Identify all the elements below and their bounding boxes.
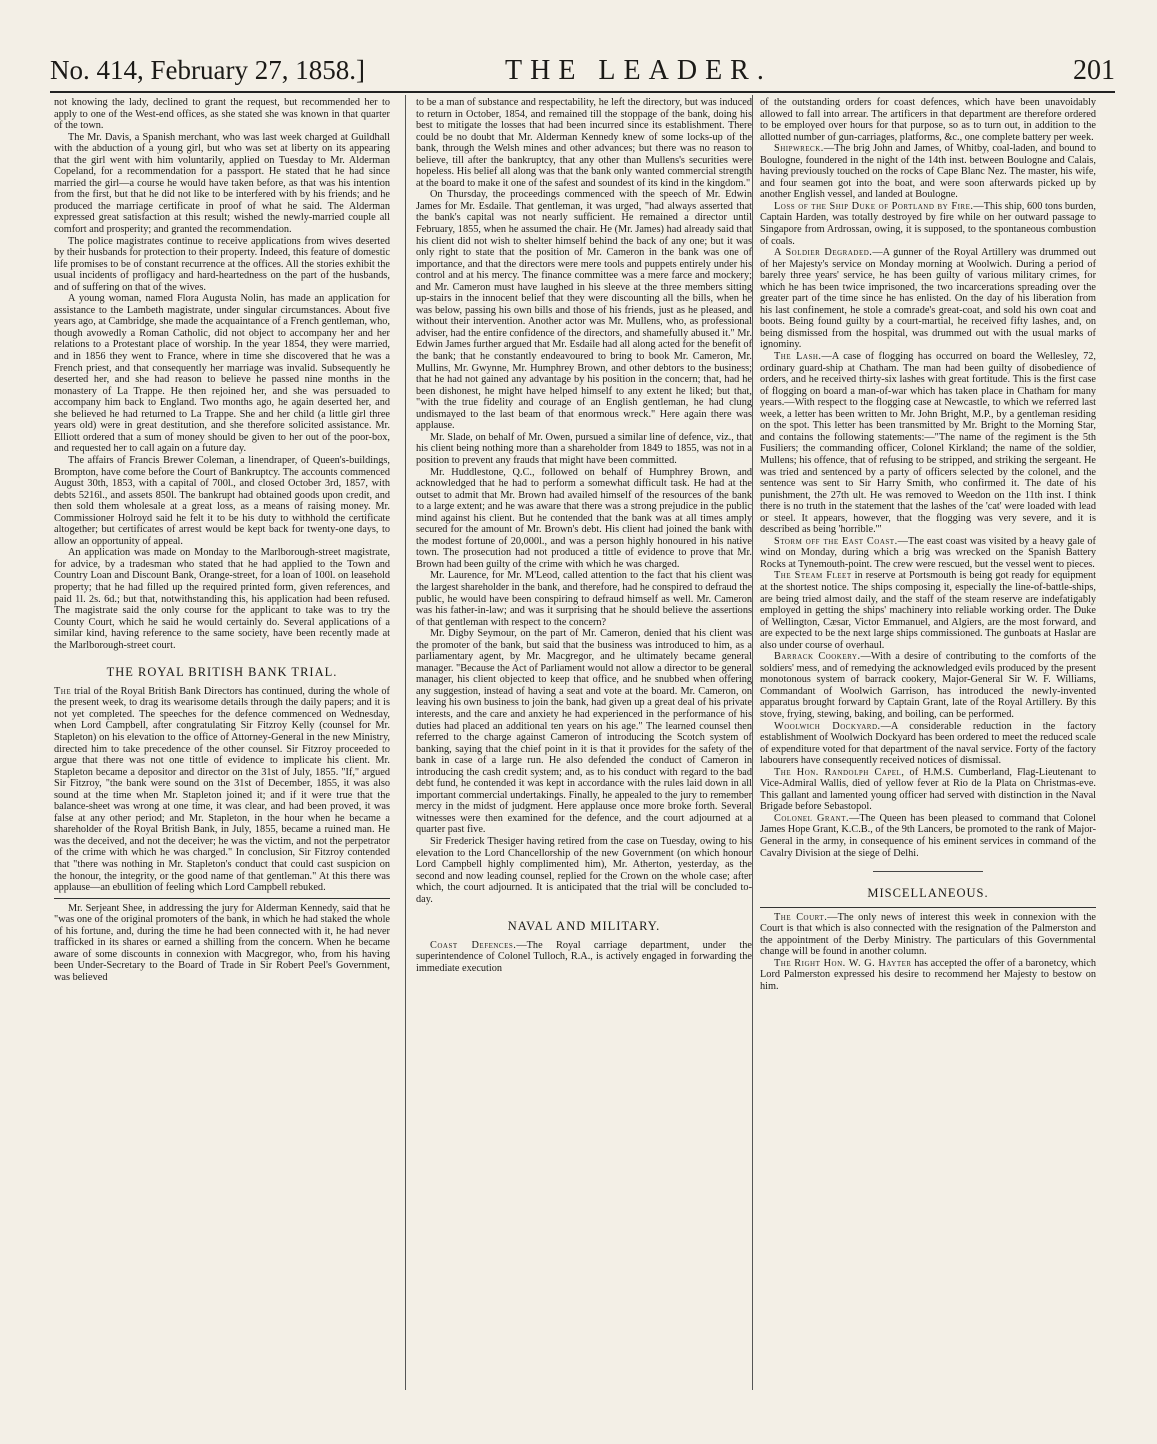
paragraph-text: has accepted the offer of a baronetcy, which Lord Palmerston expressed his desire to recommend her Majesty to bestow on him. — [760, 957, 1096, 992]
issue-date: No. 414, February 27, 1858.] — [50, 55, 365, 85]
article-paragraph: An application was made on Monday to the Marlborough-street magistrate, for advice, by a tradesman who stated that he had applied to the Town and Country Loan and Discount Bank, Orange-street, for a loan of 100l. on leasehold property; that he had filled up the required printed form, given references, and paid 1l. 2s. 6d.; but that, notwithstanding this, his application had been refused. The magistrate said the only course for the applicant to take was to try the County Court, which he said he would certainly do. Several applications of a similar kind, having reference to the same society, have been recently made at the Marlborough-street court. — [54, 547, 390, 651]
lead-word: Storm off the East Coast. — [774, 535, 898, 547]
lead-word: A Soldier Degraded. — [774, 247, 873, 259]
paragraph-text: —The Queen has been pleased to command that Colonel James Hope Grant, K.C.B., of the 9th Lancers, be promoted to the rank of Major-General in the army, in consequence of his eminent services in command of the Cavalry Division at the siege of Delhi. — [760, 812, 1096, 859]
column-divider — [405, 95, 406, 1390]
article-paragraph — [760, 536, 1096, 571]
lead-word: Colonel Grant. — [774, 812, 850, 824]
article-paragraph: not knowing the lady, declined to grant the request, but recommended her to apply to one of the West-end offices, as she stated she was known in that quarter of the town. — [54, 97, 390, 132]
article-paragraph: Mr. Slade, on behalf of Mr. Owen, pursued a similar line of defence, viz., that his client being nothing more than a shareholder from 1849 to 1855, was not in a position to prevent any frauds that might have been committed. — [416, 431, 752, 466]
section-heading: THE ROYAL BRITISH BANK TRIAL. — [106, 665, 338, 680]
lead-word: Coast Defences. — [430, 939, 517, 951]
lead-word: Barrack Cookery. — [774, 651, 861, 663]
separator-rule — [760, 907, 1096, 908]
article-paragraph — [54, 686, 390, 894]
column-2 — [416, 97, 752, 974]
article-paragraph — [760, 351, 1096, 536]
lead-word: Loss of the Ship Duke of Portland by Fire. — [774, 200, 974, 212]
article-paragraph — [760, 143, 1096, 201]
lead-word: The Right Hon. W. G. Hayter — [774, 957, 912, 969]
article-paragraph: A young woman, named Flora Augusta Nolin, has made an application for assistance to the Lambeth magistrate, under singular circumstances. About five years ago, at Cambridge, she made the acquaintance of a French gentleman, who, though avowedly a Roman Catholic, did not object to accompany her and her relations to a Protestant place of worship. In the year 1854, they were married, and in 1856 they went to France, where in time she discovered that he was a French priest, and that consequently her marriage was invalid. Subsequently he deserted her, and she had reason to believe he passed nine months in the monastery of La Trappe. He then rejoined her, and she was persuaded to accompany him back to England. Two months ago, he again deserted her, and she believed he had returned to La Trappe. She and her child (a little girl three years old) were in great destitution, and she therefore solicited assistance. Mr. Elliott ordered that a sum of money should be given to her out of the poor-box, and requested her to call again on a future day. — [54, 293, 390, 455]
lead-word: The Hon. Randolph Capel, — [774, 766, 905, 778]
separator-rule — [873, 871, 983, 872]
section-heading: NAVAL AND MILITARY. — [507, 919, 661, 934]
paragraph-text: —With a desire of contributing to the comforts of the soldiers' mess, and of remedying the acknowledged evils produced by the present monotonous system of barrack cookery, Major-General Sir W. F. Williams, Commandant of Woolwich Garrison, has introduced the newly-invented apparatus brought forward by Captain Grant, late of the Royal Artillery. By this stove, frying, stewing, baking, and boiling, can be performed. — [760, 651, 1096, 720]
paragraph-text: —The brig John and James, of Whitby, coal-laden, and bound to Boulogne, foundered in the night of the 14th inst. between Boulogne and Calais, having previously touched on the rocks of Cape Blanc Nez. The master, his wife, and four seamen got into the boat, and were soon afterwards picked up by another English vessel, and landed at Boulogne. — [760, 143, 1096, 201]
paragraph-text: —The east coast was visited by a heavy gale of wind on Monday, during which a brig was wrecked on the Spanish Battery Rocks at Tynemouth-point. The crew were rescued, but the vessel went to pieces. — [760, 535, 1096, 570]
article-paragraph: to be a man of substance and respectability, he left the directory, but was induced to return in October, 1854, and remained till the stoppage of the bank, doing his best to mitigate the losses that had been incurred since its establishment. There could be no doubt that Mr. Alderman Kennedy knew of some locks-up of the bank, through the Welsh mines and other advances; but there was no reason to believe, till after the bankruptcy, that any other than Mullens's securities were hopeless. His belief all along was that the bank only wanted commercial strength at the board to make it one of the safest and soundest of its kind in the kingdom." — [416, 97, 752, 189]
article-paragraph — [760, 247, 1096, 351]
masthead — [50, 55, 1115, 95]
article-paragraph: Mr. Digby Seymour, on the part of Mr. Cameron, denied that his client was the promoter of the bank, but said that the business was introduced to him, as a parliamentary agent, by Mr. Macgregor, and he ultimately became general manager. "Because the Act of Parliament would not allow a director to be general manager, his client objected to keep that office, and he snubbed when offering any suggestion, instead of having a seat and vote at the board. Mr. Cameron, on leaving his own business to join the bank, had given up a great deal of his private interests, and the care and anxiety he had experienced in the performance of his duties had placed an additional ten years on his age." The learned counsel then referred to the charge against Cameron of introducing the Scotch system of banking, saying that the chief point in it is that it provides for the safety of the bank in case of a large run. He also defended the conduct of Cameron in introducing the cash credit system; and, as to his conduct with regard to the bad debt fund, he contended it was kept in accordance with the rules laid down in all important commercial undertakings. Finally, he appealed to the jury to remember mercy in the midst of judgment. Here applause once more broke forth. Several witnesses were then examined for the defence, and the court adjourned at a quarter past five. — [416, 628, 752, 836]
column-divider — [752, 95, 753, 1390]
paragraph-text: of H.M.S. Cumberland, Flag-Lieutenant to Vice-Admiral Wallis, died of yellow fever at Rio de la Plata on Christmas-eve. This gallant and lamented young officer had served with distinction in the Naval Brigade before Sebastopol. — [760, 766, 1096, 813]
lead-word: The Lash. — [774, 351, 822, 363]
paragraph-text: —A case of flogging has occurred on board the Wellesley, 72, ordinary guard-ship at Chatham. The man had been guilty of disobedience of orders, and he received thirty-six lashes with great fortitude. This is the first case of flogging on board a man-of-war which has taken place in Chatham for many years.—With respect to the flogging case at Newcastle, to which we referred last week, a letter has been written to Mr. John Bright, M.P., by a gentleman residing on the spot. This letter has been transmitted by Mr. Bright to the Morning Star, and contains the following statements:—"The name of the regiment is the 5th Fusiliers; the commanding officer, Colonel Kirkland; the name of the soldier, Mullens; his offence, that of refusing to be stripped, and striking the sergeant. He was tried and sentenced by a party of officers selected by the colonel, and the sentence was sent to Sir Harry Smith, who confirmed it. The date of his punishment, the 27th ult. He was removed to Weedon on the 11th inst. I think there is no truth in the statement that the lashes of the 'cat' were loaded with lead or steel. It appears, however, that the flogging was very severe, and it is described as being 'horrible.'" — [760, 351, 1097, 536]
article-paragraph: The affairs of Francis Brewer Coleman, a linendraper, of Queen's-buildings, Brompton, have come before the Court of Bankruptcy. The accounts commenced August 30th, 1853, with a capital of 700l., and closed October 3rd, 1857, with debts 5216l., and assets 850l. The bankrupt had obtained goods upon credit, and then sold them wholesale at a great loss, as a means of raising money. Mr. Commissioner Holroyd said he felt it to be his duty to withhold the certificate altogether; but certificates of arrest would be kept back for twenty-one days, to allow an opportunity of appeal. — [54, 454, 390, 547]
paragraph-text: —A gunner of the Royal Artillery was drummed out of her Majesty's service on Monday morning at Woolwich. During a period of barely three years' service, he has been guilty of various military crimes, for which he has been twice imprisoned, the two incarcerations spreading over the greater part of the time since he has enlisted. On the day of his liberation from his last confinement, he stole a comrade's great-coat, and sold his own coat and boots. Being found guilty by a court-martial, he received fifty lashes, and, on being dismissed from the hospital, was drummed out with the usual marks of ignominy. — [760, 247, 1096, 351]
separator-rule — [54, 898, 390, 899]
article-paragraph: Sir Frederick Thesiger having retired from the case on Tuesday, owing to his elevation to the Lord Chancellorship of the new Government (on which honour Lord Campbell highly complimented him), Mr. Atherton, yesterday, as the second and now leading counsel, replied for the Crown on the whole case; after which, the court adjourned. It is anticipated that the trial will be concluded to-day. — [416, 836, 752, 905]
article-paragraph — [760, 813, 1096, 859]
article-paragraph: Mr. Serjeant Shee, in addressing the jury for Alderman Kennedy, said that he "was one of the original promoters of the bank, in which he had staked the whole of his fortune, and, during the time he had been connected with it, he had never trafficked in its shares or earned a shilling from the concern. When he became aware of some discounts in connexion with Macgregor, who, from his having been Under-Secretary to the Board of Trade in Sir Robert Peel's Government, was believed — [54, 902, 390, 983]
paragraph-text: —This ship, 600 tons burden, Captain Harden, was totally destroyed by fire while on her outward passage to Singapore from Ardrossan, owing, it is supposed, to the spontaneous combustion of coals. — [760, 200, 1096, 247]
paragraph-text: trial of the Royal British Bank Directors has continued, during the whole of the present week, to drag its wearisome details through the daily papers; and it is not yet completed. The speeches for the defence commenced on Wednesday, when Lord Campbell, after congratulating Sir Fitzroy Kelly (counsel for Mr. Stapleton) on his elevation to the office of Attorney-General in the new Ministry, directed him to take precedence of the other counsel. Sir Fitzroy proceeded to argue that there was not one tittle of evidence to implicate his client. Mr. Stapleton became a depositor and director on the 31st of July, 1855. "If," argued Sir Fitzroy, "the bank were sound on the 31st of December, 1855, it was also sound at the time when Mr. Stapleton joined it; and if it were true that the balance-sheet was wrong at one time, it was clear, and had been proved, it was false at any other period; and Mr. Stapleton, in the hour when he became a shareholder of the Royal British Bank, in July, 1855, became a ruined man. He was the deceived, and not the deceiver; he was the victim, and not the perpetrator of the crime with which he was charged." In conclusion, Sir Fitzroy contended that "there was nothing in Mr. Stapleton's conduct that could cast suspicion on the honour, the integrity, or the good name of that gentleman." At this there was applause—an ebullition of feeling which Lord Campbell rebuked. — [54, 685, 390, 894]
column-1 — [54, 97, 390, 983]
lead-word: The — [54, 685, 72, 697]
lead-word: Woolwich Dockyard. — [774, 720, 881, 732]
article-paragraph — [760, 767, 1096, 813]
lead-word: The Steam Fleet — [774, 570, 852, 582]
lead-word: Shipwreck. — [774, 143, 824, 155]
article-paragraph — [760, 201, 1096, 247]
article-paragraph — [760, 721, 1096, 767]
paragraph-text: —A considerable reduction in the factory establishment of Woolwich Dockyard has been ordered to meet the reduced scale of expenditure voted for that department of the naval service. Forty of the factory labourers have consequently received notices of dismissal. — [760, 720, 1096, 767]
article-paragraph: of the outstanding orders for coast defences, which have been unavoidably allowed to fall into arrear. The artificers in that department are therefore ordered to be employed over hours for that purpose, so as to turn out, in addition to the allotted number of gun-carriages, platforms, &c., one complete battery per week. — [760, 97, 1096, 143]
masthead-rule — [50, 91, 1115, 93]
column-3 — [760, 97, 1096, 992]
paragraph-text: in reserve at Portsmouth is being got ready for equipment at the shortest notice. The ships composing it, especially the line-of-battle-ships, are being tried almost daily, and the staff of the steam reserve are indefatigably employed in getting the ships' machinery into reliable working order. The Duke of Wellington, Cæsar, Victor Emmanuel, and Algiers, are the most forward, and are expected to be the next large ships commissioned. The gunboats at Haslar are also under course of overhaul. — [760, 570, 1096, 651]
article-paragraph: The Mr. Davis, a Spanish merchant, who was last week charged at Guildhall with the abduction of a young girl, but who was set at liberty on its appearing that the girl went with him voluntarily, applied on Tuesday to Mr. Alderman Copeland, for a recommendation for a passport. He stated that he had since married the girl—a course he would have taken before, as that was his intention from the first, but that he did not like to be interfered with by his friends; and he produced the marriage certificate in proof of what he said. The Alderman expressed great satisfaction at this result; wished the newly-married couple all comfort and prosperity; and granted the recommendation. — [54, 131, 390, 236]
article-paragraph: On Thursday, the proceedings commenced with the speech of Mr. Edwin James for Mr. Esdaile. That gentleman, it was urged, "had always asserted that the bank's capital was not nearly sufficient. He remained a director until February, 1855, when he assumed the chair. He (Mr. James) had already said that his client did not wish to shelter himself behind the back of any one; but it was only right to state that the position of Mr. Cameron in the bank was one of importance, and that the directors were mere tools and puppets entirely under his control and at his mercy. The finance committee was a mere farce and mockery; and Mr. Cameron must have laughed in his sleeve at the three members sitting up-stairs in the innocent belief that they were discounting all the bills, when he was below, passing his own bills and those of his friends, just as he pleased, and without their intervention. Another actor was Mr. Mullens, who, as professional adviser, had the entire confidence of the directors, and shamefully abused it." Mr. Edwin James further argued that Mr. Esdaile had all along acted for the benefit of the bank; that he constantly endeavoured to bring to book Mr. Cameron, Mr. Mullins, Mr. Gwynne, Mr. Humphrey Brown, and other debtors to the business; that he had not gained any advantage by his position in the concern; that, had he been dishonest, he might have helped himself to any extent he liked; but that, "with the true fidelity and courage of an English gentleman, he had clung undismayed to the last beam of that enormous wreck." Here again there was applause. — [416, 189, 752, 432]
article-paragraph — [760, 958, 1096, 993]
page-number: 201 — [1073, 55, 1115, 86]
paragraph-text: —The Royal carriage department, under the superintendence of Colonel Tulloch, R.A., is actively engaged in forwarding the immediate execution — [416, 939, 752, 974]
article-paragraph — [760, 912, 1096, 958]
article-paragraph — [760, 570, 1096, 651]
newspaper-title: THE LEADER. — [505, 55, 772, 86]
article-paragraph: Mr. Huddlestone, Q.C., followed on behalf of Humphrey Brown, and acknowledged that he had to perform a somewhat difficult task. He had at the outset to admit that Mr. Brown had availed himself of the resources of the bank to a large extent; and he was aware that there was a strong prejudice in the public mind against his client. But he contended that the bank was at all times amply secured for the amount of Mr. Brown's debt. His client had joined the bank with the modest fortune of 20,000l., and was a person highly honoured in his native town. The prosecution had not produced a tittle of evidence to prove that Mr. Brown had been guilty of the crime with which he was charged. — [416, 466, 752, 570]
article-paragraph — [760, 651, 1096, 720]
paragraph-text: —The only news of interest this week in connexion with the Court is that which is also connected with the resignation of the Palmerston and the appointment of the Derby Ministry. The particulars of this Governmental change will be found in another column. — [760, 911, 1096, 958]
section-heading: MISCELLANEOUS. — [867, 886, 989, 901]
article-paragraph: Mr. Laurence, for Mr. M'Leod, called attention to the fact that his client was the largest shareholder in the bank, and therefore, had he conspired to defraud the public, he would have been conspiring to defraud himself as well. Mr. Cameron was his father-in-law; and was it surprising that he should believe the assertions of that gentleman with respect to the concern? — [416, 570, 752, 628]
article-paragraph — [416, 940, 752, 975]
lead-word: The Court. — [774, 911, 828, 923]
article-paragraph: The police magistrates continue to receive applications from wives deserted by their husbands for protection to their property. Indeed, this feature of domestic life promises to be of constant recurrence at the offices. All the stories exhibit the usual incidents of profligacy and hard-heartedness on the part of the husbands, and of suffering on that of the wives. — [54, 235, 390, 293]
